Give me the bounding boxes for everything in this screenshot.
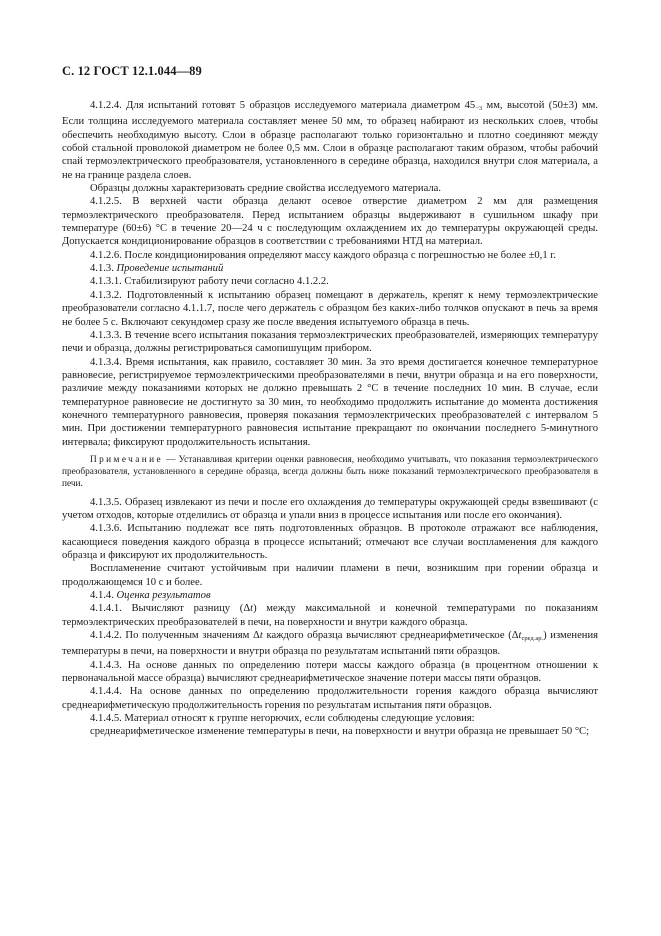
note-label: Примечание — [90, 454, 163, 465]
paragraph-4-1-4-1: 4.1.4.1. Вычисляют разницу (Δt) между максимальной и конечной температурами по показаниям термоэлектрических преобразователей в печи, на поверхности и внутри каждого образца. — [62, 603, 598, 628]
paragraph-4-1-2-6: 4.1.2.6. После кондиционирования определяют массу каждого образца с погрешностью не более ±0,1 г. — [90, 249, 557, 261]
paragraph-4-1-3-3: 4.1.3.3. В течение всего испытания показания термоэлектрических преобразователей, измеряющих температуру печи и образца, должны регистрироваться самопишущим прибором. — [62, 329, 598, 355]
paragraph-condition-temperature: среднеарифметическое изменение температуры в печи, на поверхности и внутри образца не превышает 50 °С; — [90, 726, 590, 738]
paragraph-4-1-4-4: 4.1.4.4. На основе данных по определению продолжительности горения каждого образца вычисляют среднеарифметическую продолжительность горения по результатам испытания пяти образцов. — [62, 686, 598, 711]
page-header: С. 12 ГОСТ 12.1.044—89 — [62, 64, 202, 78]
paragraph-4-1-3-5: 4.1.3.5. Образец извлекают из печи и после его охлаждения до температуры окружающей среды взвешивают (с учетом отходов, которые отделились от образца и упали вниз в процессе испытания или после его окончания). — [62, 496, 598, 521]
diameter-tolerance: −3 — [475, 105, 483, 112]
paragraph-4-1-2-4: 4.1.2.4. Для испытаний готовят 5 образцов исследуемого материала диаметром $45_{-3}$ мм, высотой (50±3) мм. Если толщина исследуемого материала составляет менее 50 мм, то образец набирают из нескольких слоев, чтобы обеспечить необходимую высоту. Слои в образце располагают только горизонтально и плотно соединяют между собой стальной проволокой диаметром не более 0,5 мм. Слои в образце располагают таким образом, чтобы рабочий спай термоэлектрического преобразователя, установленного в середине образца, находился внутри слоя материала, а не на границе раздела слоев. — [62, 100, 598, 181]
document-body — [62, 99, 598, 739]
paragraph-ignition: Воспламенение считают устойчивым при наличии пламени в печи, возникшим при горении образца и продолжающемся 10 с и более. — [62, 563, 598, 588]
paragraph-4-1-3-1: 4.1.3.1. Стабилизируют работу печи согласно 4.1.2.2. — [90, 276, 329, 288]
note: Примечание — Устанавливая критерии оценки равновесия, необходимо учитывать, что показания термоэлектрического преобразователя, установленного в середине образца, всегда должны быть ниже показаний термоэлектрического преобразователя в печи. — [62, 454, 598, 490]
section-4-1-4-heading: 4.1.4. Оценка результатов — [90, 589, 211, 601]
paragraph-4-1-4-3: 4.1.4.3. На основе данных по определению потери массы каждого образца (в процентном отношении к первоначальной массе образца) вычисляют среднеарифметическое значение потери массы пяти образцов. — [62, 659, 598, 685]
paragraph-samples-properties: Образцы должны характеризовать средние свойства исследуемого материала. — [90, 183, 441, 195]
paragraph-4-1-4-2: 4.1.4.2. По полученным значениям Δt каждого образца вычисляют среднеарифметическое $(\Delta t_{сред.ар.})$ изменения температуры в печи, на поверхности и внутри образца по результатам испытаний пяти образцов. — [62, 629, 599, 658]
document-page — [62, 64, 598, 739]
paragraph-4-1-3-2: 4.1.3.2. Подготовленный к испытанию образец помещают в держатель, крепят к нему термоэлектрические преобразователи согласно 4.1.1.7, после чего держатель с образцом без каких-либо толчков опускают в печь за время не более 5 с. Включают секундомер сразу же после введения испытуемого образца в печь. — [62, 289, 598, 328]
paragraph-4-1-2-5: 4.1.2.5. В верхней части образца делают осевое отверстие диаметром 2 мм для размещения термоэлектрического преобразователя. Перед испытанием образцы выдерживают в сушильном шкафу при температуре (60±6) °С в течение 20—24 ч с последующим охлаждением их до температуры окружающей среды. Допускается кондиционирование образцов в соответствии с требованиями НТД на материал. — [62, 196, 598, 248]
paragraph-4-1-4-5: 4.1.4.5. Материал относят к группе негорючих, если соблюдены следующие условия: — [90, 713, 475, 725]
paragraph-4-1-3-6: 4.1.3.6. Испытанию подлежат все пять подготовленных образцов. В протоколе отражают все наблюдения, касающиеся поведения каждого образца в процессе испытаний; отмечают все случаи воспламенения для каждого образца и фиксируют их продолжительность. — [62, 523, 598, 561]
paragraph-4-1-3-4: 4.1.3.4. Время испытания, как правило, составляет 30 мин. За это время достигается конечное температурное равновесие, регистрируемое термоэлектрическими преобразователями в печи, внутри образца и на его поверхности, различие между показаниями которых не должно превышать 2 °С в течение последних 10 мин. В случае, если температурное равновесие не достигнуто за 30 мин, то необходимо продолжить испытание до момента достижения конечного температурного равновесия, проверяя показания термоэлектрических преобразователей с интервалом 5 мин. При достижении температурного равновесия испытание прекращают по окончании последнего 5-минутного интервала; фиксируют продолжительность испытания. — [62, 356, 598, 448]
section-4-1-3-heading: 4.1.3. Проведение испытаний — [90, 263, 224, 275]
